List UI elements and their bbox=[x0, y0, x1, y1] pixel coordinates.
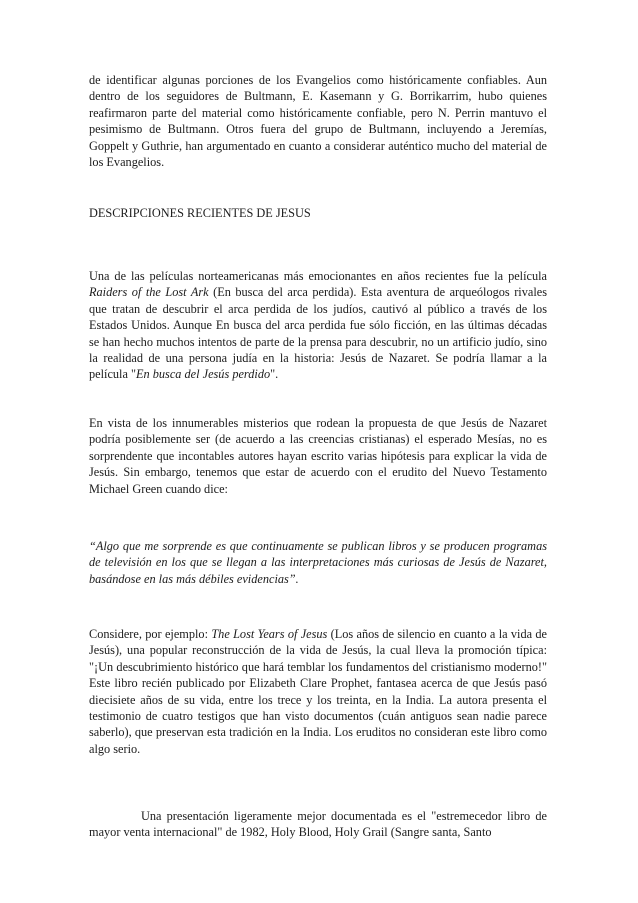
paragraph-raiders bbox=[89, 268, 547, 383]
paragraph-raiders-text-3: ". bbox=[270, 367, 279, 382]
quote-michael-green bbox=[89, 538, 547, 587]
paragraph-misterios: En vista de los innumerables misterios que rodean la propuesta de que Jesús de Nazaret podría posiblemente ser (de acuerdo a las creencias cristianas) el esperado Mesías, no es sorprendente que incontables autores hayan escrito varias hipótesis para explicar la vida de Jesús. Sin embargo, tenemos que estar de acuerdo con el erudito del Nuevo Testamento Michael Green cuando dice: bbox=[89, 416, 547, 496]
film-title-english: Raiders of the Lost Ark bbox=[89, 285, 209, 300]
paragraph-lost-years bbox=[89, 626, 547, 757]
paragraph-lost-years-text-1: Considere, por ejemplo: bbox=[89, 627, 212, 641]
paragraph-raiders-text-1: Una de las películas norteamericanas más emocionantes en años recientes fue la película bbox=[89, 269, 547, 283]
paragraph-holy-blood: Una presentación ligeramente mejor documentada es el "estremecedor libro de mayor venta internacional" de 1982, Holy Blood, Holy Grail (Sangre santa, Santo bbox=[89, 809, 547, 840]
book-title-english: The Lost Years of Jesus bbox=[211, 627, 328, 641]
paragraph-lost-years-text-2: (Los años de silencio en cuanto a la vida de Jesús), una popular reconstrucción de la vida de Jesús, la cual lleva la promoción típica: "¡Un descubrimiento histórico que hará temblar los fundamentos del cristianismo moderno!" Este libro recién publicado por Elizabeth Clare Prophet, fantasea acerca de que Jesús pasó diecisiete años de su vida, entre los trece y los treinta, en la India. La autora presenta el testimonio de cuatro testigos que han visto documentos (cuán antiguos sean nadie parece saberlo), que preservan esta tradición en la India. Los eruditos no consideran este libro como algo serio. bbox=[89, 627, 547, 756]
film-title-spanish: En busca del Jesús perdido bbox=[136, 367, 271, 382]
quote-text: “Algo que me sorprende es que continuamente se publican libros y se producen programas de televisión en los que se llegan a las interpretaciones más curiosas de Jesús de Nazaret, basándose en las más débiles evidencias”. bbox=[89, 539, 547, 586]
paragraph-bultmann: de identificar algunas porciones de los Evangelios como históricamente confiables. Aun dentro de los seguidores de Bultmann, E. Kasemann y G. Borrikarrim, hubo quienes reafirmaron parte del material como históricamente confiable, pero N. Perrin mantuvo el pesimismo de Bultmann. Otros fuera del grupo de Bultmann, incluyendo a Jeremías, Goppelt y Guthrie, han argumentado en cuanto a considerar auténtico mucho del material de los Evangelios. bbox=[89, 73, 547, 170]
paragraph-raiders-text-2: (En busca del arca perdida). Esta aventura de arqueólogos rivales que tratan de descubrir el arca perdida de los judíos, cautivó al público a través de los Estados Unidos. Aunque En busca del arca perdida fue sólo ficción, en las últimas décadas se han hecho muchos intentos de parte de la prensa para descubrir, no un artificio judío, sino la realidad de una persona judía en la historia: Jesús de Nazaret. Se podría llamar a la película " bbox=[89, 285, 547, 382]
section-heading: DESCRIPCIONES RECIENTES DE JESUS bbox=[89, 206, 311, 220]
